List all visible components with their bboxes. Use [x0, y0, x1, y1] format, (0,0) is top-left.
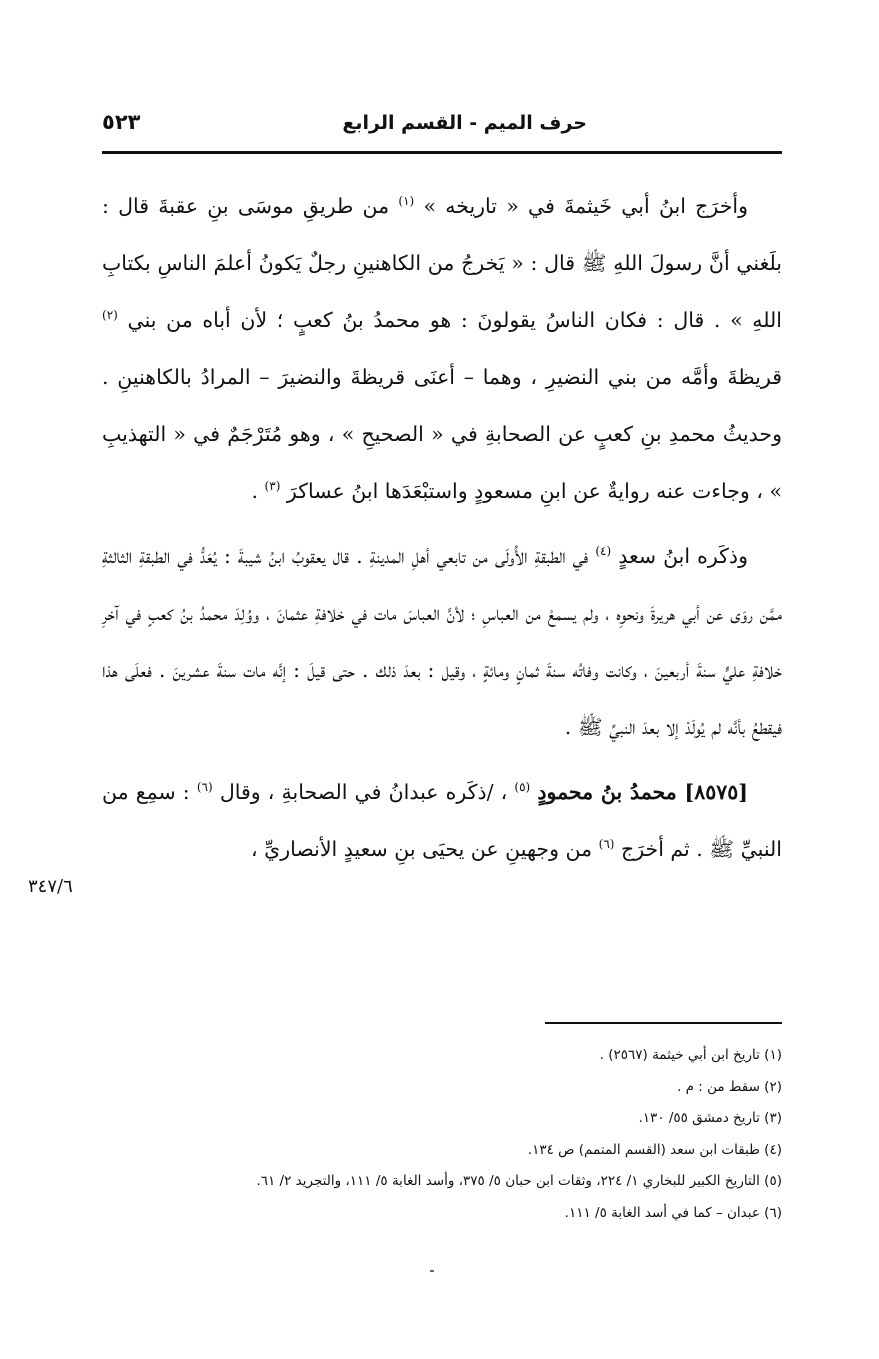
page-number: ٥٢٣	[102, 110, 141, 134]
footnote-ref[interactable]: (٢)	[102, 308, 118, 323]
text-run: من وجهينِ عن يحيَى بنِ سعيدٍ الأنصاريِّ ،	[251, 837, 593, 861]
print-speck	[430, 1270, 434, 1272]
footnote-ref[interactable]: (٣)	[264, 479, 281, 494]
text-run: وذكَره ابنُ سعدٍ	[618, 544, 748, 568]
entry-heading: [٨٥٧٥] محمدُ بنُ محمودٍ	[537, 780, 748, 804]
footnote-6: (٦) عبدان – كما في أسد الغابة ٥/ ١١١.	[564, 1204, 782, 1221]
paragraph-1	[102, 178, 782, 520]
running-title: حرف الميم - القسم الرابع	[342, 112, 587, 134]
text-run: .	[251, 479, 259, 503]
footnote-5: (٥) التاريخ الكبير للبخاري ١/ ٢٢٤، وثقات ابن حبان ٥/ ٣٧٥، وأسد الغابة ٥/ ١١١، والتجريد ٢/ ٦١.	[256, 1173, 782, 1189]
footnote-rule	[545, 1022, 782, 1024]
text-run: من طريقِ موسَى بنِ عقبةَ قال : بلَغني أنَّ رسولَ اللهِ ﷺ قال : « يَخرجُ من الكاهنينِ رجلٌ يَكونُ أعلمَ الناسِ بكتابِ اللهِ » . قال : فكان الناسُ يقولونَ : هو محمدُ بنُ كعبٍ ؛ لأن أباه من بني	[102, 194, 782, 332]
footnotes	[102, 1040, 782, 1229]
footnote-2: (٢) سقط من : م .	[677, 1078, 782, 1095]
paragraph-3	[102, 764, 782, 878]
text-run: : سمِع من النبيِّ ﷺ . ثم أخرَج	[102, 780, 782, 861]
page-header	[102, 108, 782, 148]
footnote-ref[interactable]: (٤)	[595, 544, 612, 559]
text-run: في الطبقةِ الأُولَى من تابعي أهلِ المدينةِ . قال يعقوبُ ابنُ شيبةَ : يُعَدُّ في الطبقةِ الثالثةِ ممَّن روَى عن أبي هريرةَ ونحوِه ، ولم يسمعْ من العباسِ ؛ لأنَّ العباسَ مات في خلافةِ عثمانَ ، ووُلِدَ محمدُ بنُ كعبٍ في آخرِ خلافةِ عليٍّ سنةَ أربعينَ ، وكانت وفاتُه سنةَ ثمانٍ ومائةٍ ، وقيل : بعدَ ذلك . حتى قيلَ : إنَّه مات سنةَ عشرينَ . فعلَى هذا فيقطعُ بأنَّه لم يُولَدْ إلا بعدَ النبيِّ ﷺ .	[102, 544, 782, 739]
footnote-ref[interactable]: (٥)	[514, 780, 531, 795]
footnote-3: (٣) تاريخ دمشق ٥٥/ ١٣٠.	[638, 1110, 782, 1126]
footnote-ref[interactable]: (٦)	[196, 780, 213, 795]
main-text	[102, 178, 782, 886]
header-rule	[102, 151, 782, 154]
paragraph-2	[102, 528, 782, 756]
footnote-ref[interactable]: (٦)	[598, 837, 615, 852]
text-run: وأخرَج ابنُ أبي خَيثمةَ في « تاريخه »	[423, 194, 748, 218]
margin-volume-ref: ٣٤٧/٦	[28, 876, 73, 897]
footnote-ref[interactable]: (١)	[398, 194, 415, 209]
footnote-1: (١) تاريخ ابن أبي خيثمة (٢٥٦٧) .	[599, 1047, 782, 1063]
footnote-4: (٤) طبقات ابن سعد (القسم المتمم) ص ١٣٤.	[527, 1141, 782, 1158]
text-run: قريظةَ وأمَّه من بني النضيرِ ، وهما – أعنَى قريظةَ والنضيرَ – المرادُ بالكاهنينِ . وحديثُ محمدِ بنِ كعبٍ عن الصحابةِ في « الصحيحِ » ، وهو مُتَرْجَمٌ في « التهذيبِ » ، وجاءت عنه روايةٌ عن ابنِ مسعودٍ واستبْعَدَها ابنُ عساكرَ	[102, 365, 782, 503]
text-run: ، /ذكَره عبدانُ في الصحابةِ ، وقال	[219, 780, 508, 804]
